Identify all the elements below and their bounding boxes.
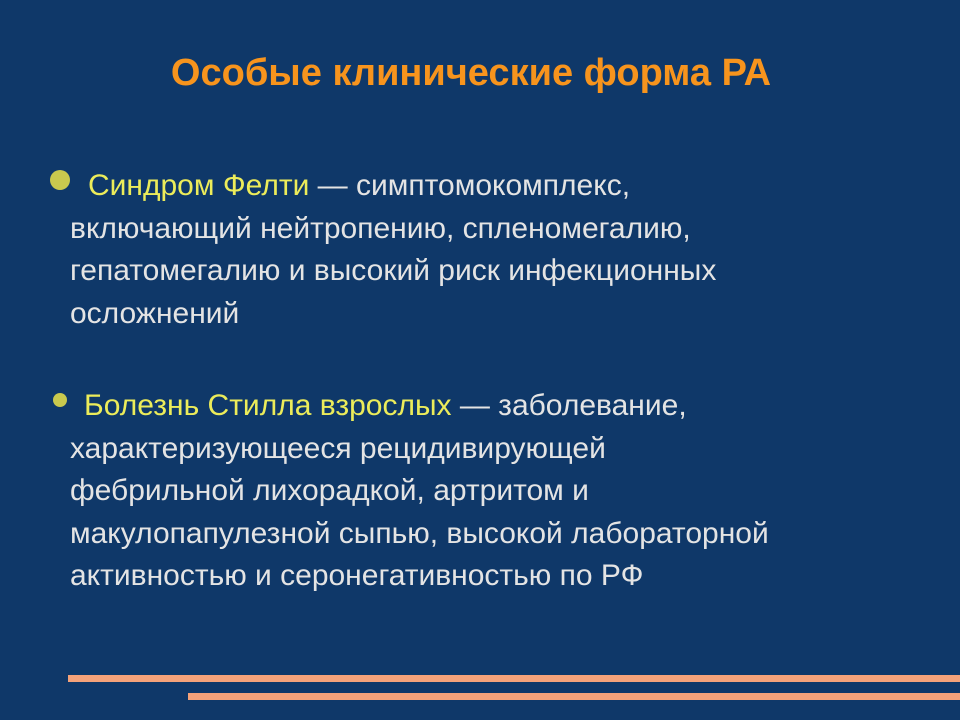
bullet-line — [70, 385, 769, 428]
bullet-line — [70, 165, 716, 208]
bullet-dot-icon — [53, 393, 67, 407]
bullet-item-felty — [70, 165, 716, 335]
bullet-item-still — [70, 385, 769, 598]
decor-bar-bottom — [188, 693, 960, 700]
decor-bar-top — [68, 675, 960, 682]
bullet-text: — заболевание, — [451, 389, 687, 422]
bullet-line: включающий нейтропению, спленомегалию, — [70, 211, 691, 245]
slide-title: Особые клинические форма РА — [170, 52, 772, 94]
bullet-dot-icon — [50, 170, 70, 190]
bullet-line: фебрильной лихорадкой, артритом и — [70, 474, 589, 507]
bullet-line: активностью и серонегативностью по РФ — [70, 559, 644, 592]
bullet-line: макулопапулезной сыпью, высокой лабораторной — [70, 516, 769, 550]
bullet-text: — симптомокомплекс, — [309, 169, 631, 202]
bullet-line: характеризующееся рецидивирующей — [70, 431, 606, 465]
bullet-line: осложнений — [70, 296, 240, 330]
bullet-line: гепатомегалию и высокий риск инфекционных — [70, 254, 717, 287]
bullet-term: Болезнь Стилла взрослых — [84, 389, 452, 422]
bullet-term: Синдром Фелти — [88, 169, 310, 202]
